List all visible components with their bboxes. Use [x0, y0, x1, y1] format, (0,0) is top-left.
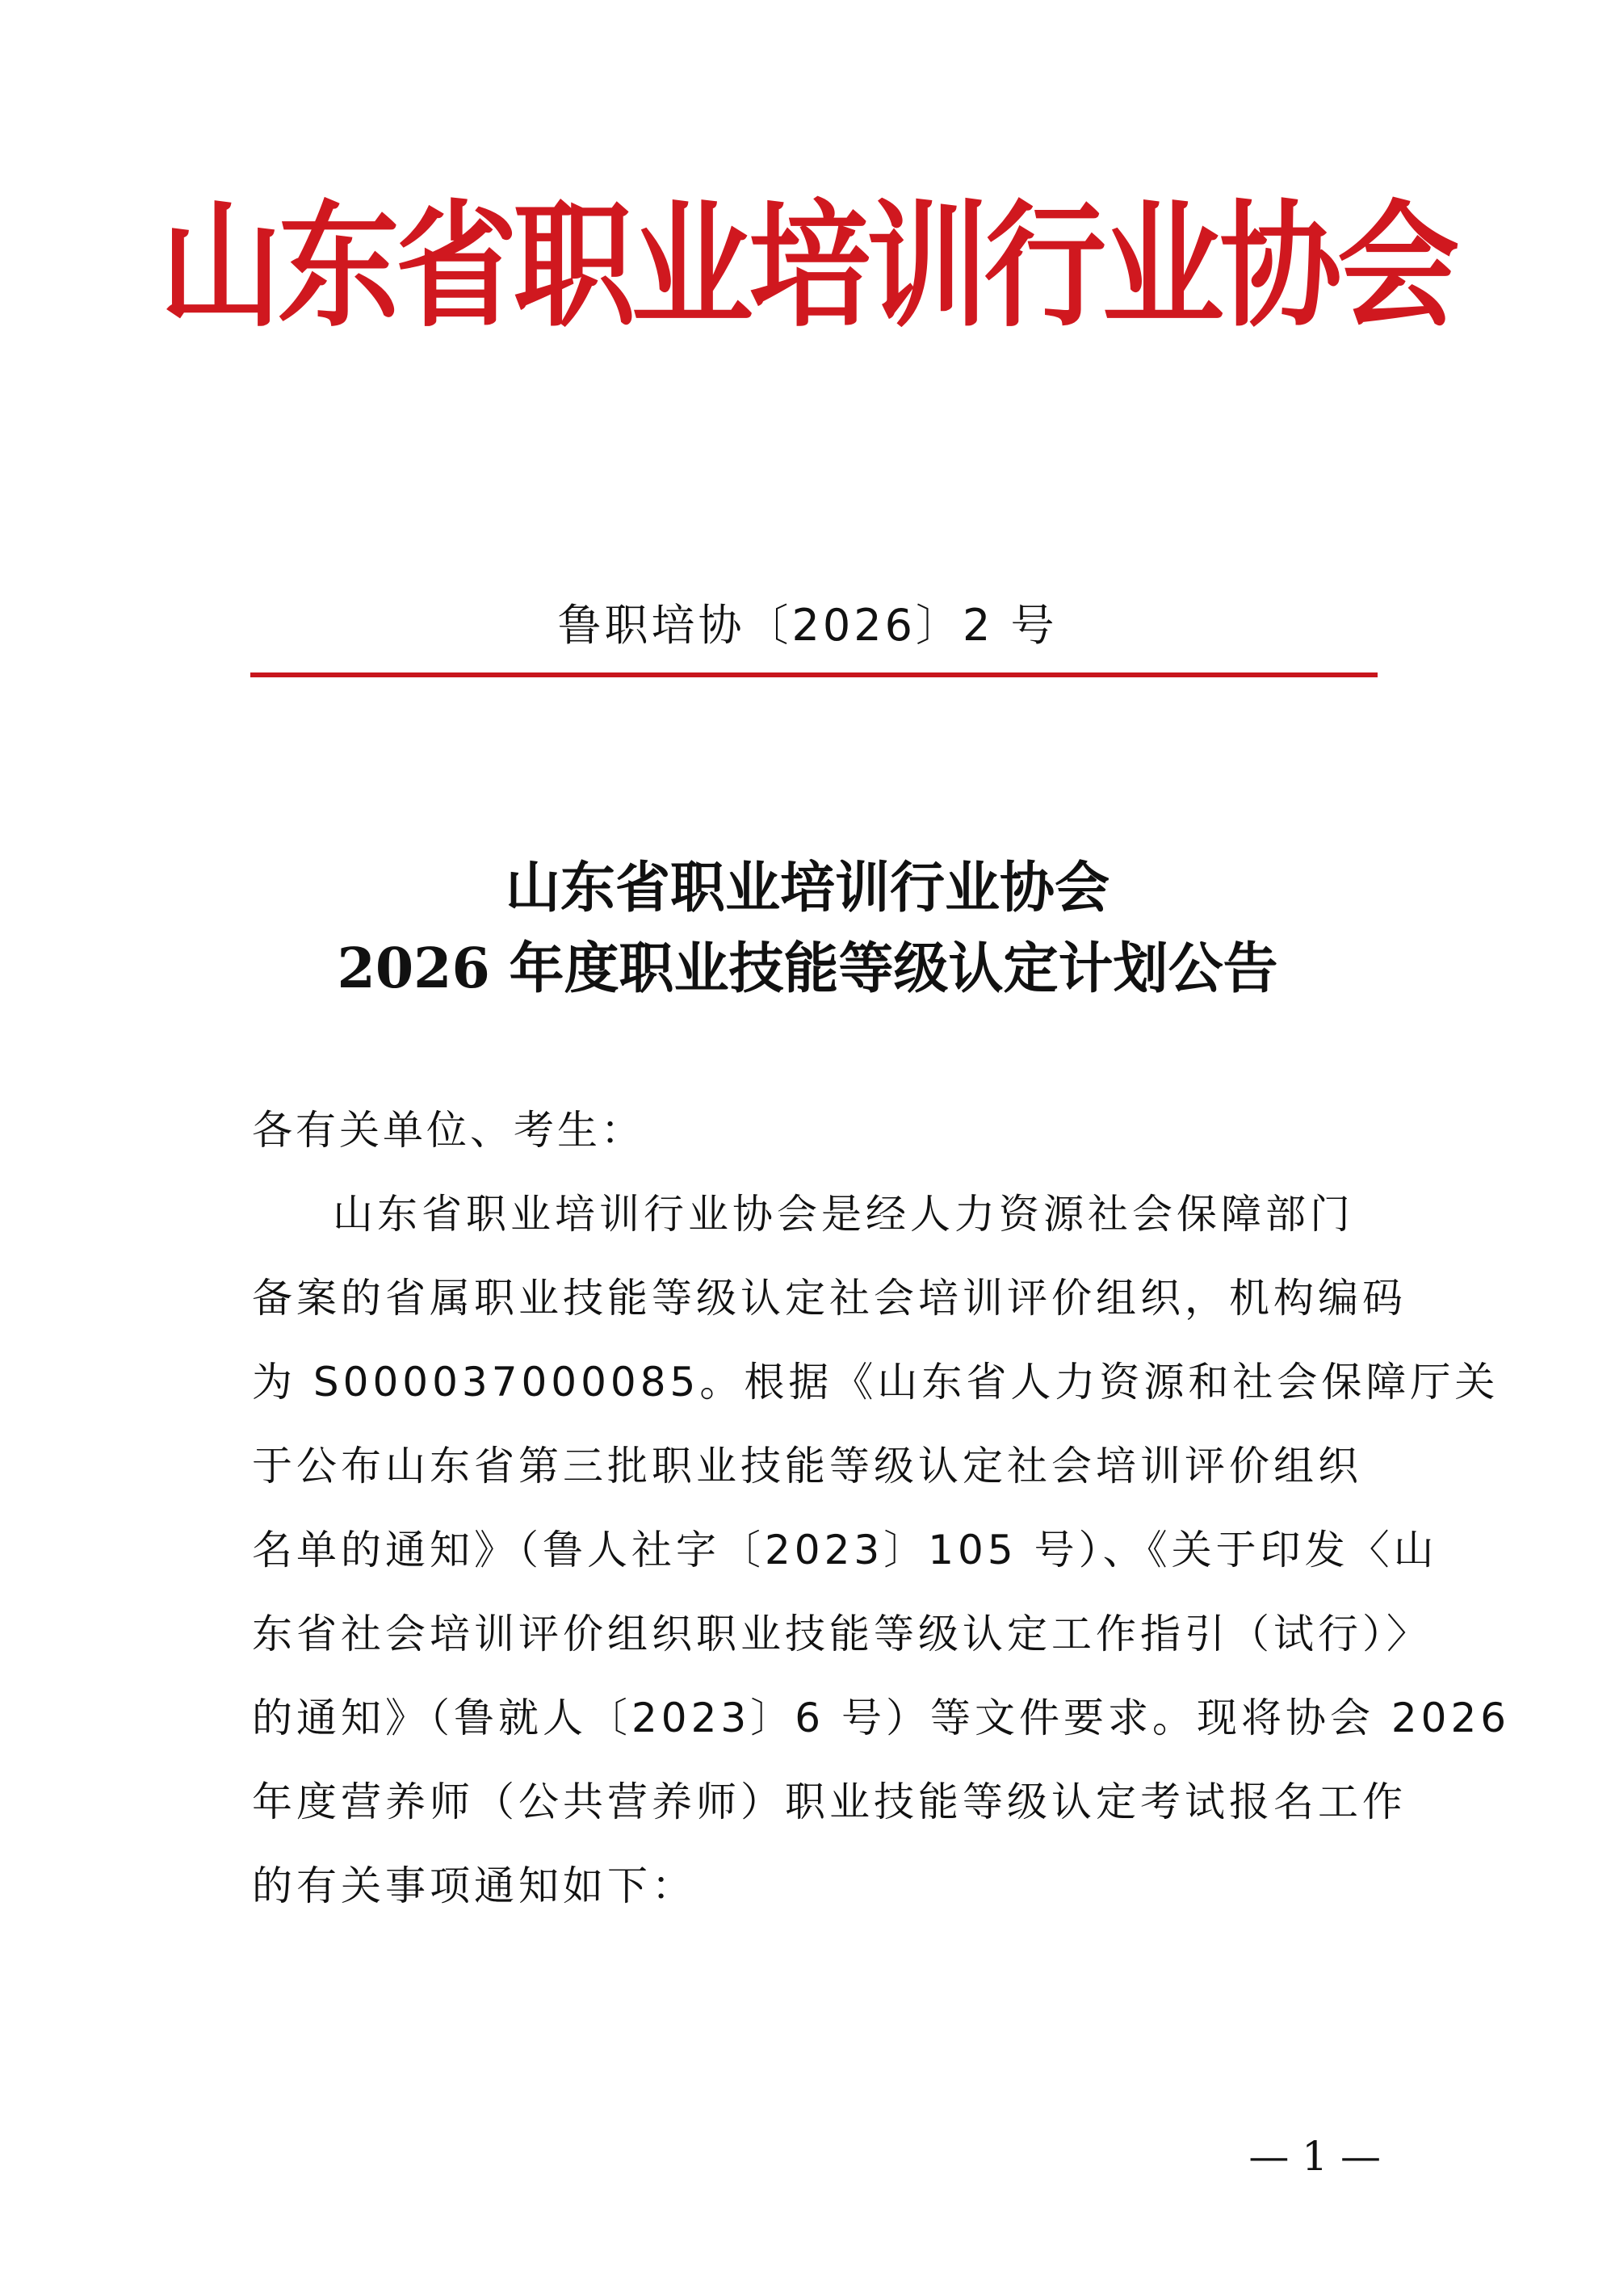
salutation: 各有关单位、考生： — [252, 1107, 644, 1154]
body-line: 的通知》（鲁就人〔2023〕6 号）等文件要求。现将协会 2026 — [252, 1695, 1511, 1741]
body-line: 的有关事项通知如下： — [252, 1862, 696, 1909]
organization-header: 山东省职业培训行业协会 — [160, 187, 1455, 346]
body-line: 山东省职业培训行业协会是经人力资源社会保障部门 — [333, 1191, 1354, 1238]
body-line: 东省社会培训评价组织职业技能等级认定工作指引（试行）〉 — [252, 1611, 1431, 1657]
title-line-1: 山东省职业培训行业协会 — [505, 856, 1110, 920]
red-divider-line — [250, 672, 1378, 677]
body-line: 名单的通知》（鲁人社字〔2023〕105 号）、《关于印发〈山 — [252, 1527, 1438, 1573]
page-number: — 1 — — [1248, 2133, 1381, 2180]
body-line: 年度营养师（公共营养师）职业技能等级认定考试报名工作 — [252, 1779, 1407, 1825]
body-line: 备案的省属职业技能等级认定社会培训评价组织，机构编码 — [252, 1275, 1407, 1322]
body-line: 于公布山东省第三批职业技能等级认定社会培训评价组织 — [252, 1443, 1362, 1489]
document-number: 鲁职培协〔2026〕2 号 — [557, 600, 1058, 651]
body-line: 为 S000037000085。根据《山东省人力资源和社会保障厅关 — [252, 1359, 1500, 1406]
title-line-2: 2026 年度职业技能等级认定计划公告 — [337, 936, 1278, 1001]
